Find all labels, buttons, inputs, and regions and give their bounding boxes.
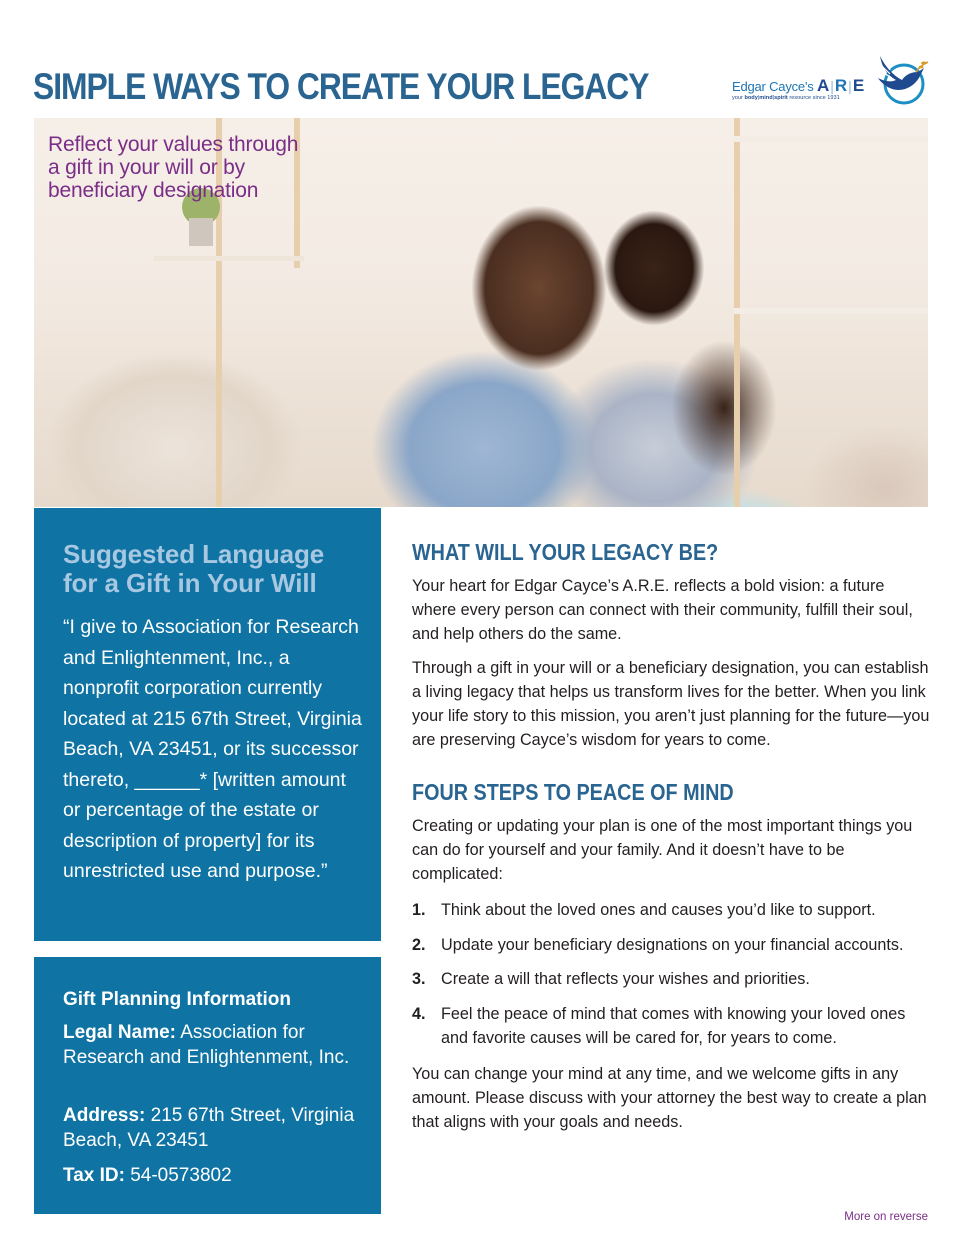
legal-name-row bbox=[63, 1020, 363, 1070]
step-text: Feel the peace of mind that comes with knowing your loved ones and favorite causes will be cared for, for years to come. bbox=[441, 1004, 906, 1047]
are-logo bbox=[732, 50, 932, 110]
more-on-reverse-note: More on reverse bbox=[844, 1211, 928, 1223]
hero-tagline bbox=[48, 133, 298, 202]
tagline-mind: mind bbox=[759, 95, 773, 101]
address-value: 215 67th Street, Virginia Beach, VA 23451 bbox=[63, 1105, 355, 1151]
heading-line: Suggested Language bbox=[63, 539, 325, 569]
legal-name-value: Association for Research and Enlightenment, Inc. bbox=[63, 1022, 350, 1068]
tagline-line: beneficiary designation bbox=[48, 179, 259, 202]
suggested-language-heading bbox=[63, 540, 324, 598]
legacy-heading: WHAT WILL YOUR LEGACY BE? bbox=[412, 539, 719, 565]
step-number: 4. bbox=[412, 1004, 426, 1023]
tagline-spirit: spirit bbox=[774, 95, 788, 101]
address-row bbox=[63, 1103, 363, 1153]
address-label: Address: bbox=[63, 1105, 146, 1126]
logo-are-mark: A|R|E bbox=[816, 76, 866, 95]
heading-line: for a Gift in Your Will bbox=[63, 568, 317, 598]
page-title: SIMPLE WAYS TO CREATE YOUR LEGACY bbox=[33, 66, 649, 107]
legacy-paragraph: Through a gift in your will or a beneficiary designation, you can establish a living legacy that helps us transform lives for the better. When you link your life story to this mission, you aren’t just planning for the future—you are preserving Cayce’s wisdom for years to come. bbox=[412, 659, 930, 749]
tagline-body: body bbox=[744, 95, 758, 101]
logo-letter-e: E bbox=[852, 76, 866, 95]
tax-id-value: 54-0573802 bbox=[124, 1165, 232, 1186]
steps-list bbox=[412, 898, 932, 1051]
steps-heading: FOUR STEPS TO PEACE OF MIND bbox=[412, 779, 734, 805]
gift-planning-info-box bbox=[34, 957, 381, 1214]
tagline-line: a gift in your will or by bbox=[48, 156, 245, 179]
step-text: Think about the loved ones and causes you’d like to support. bbox=[441, 901, 876, 919]
suggested-language-box bbox=[34, 508, 381, 941]
step-text: Create a will that reflects your wishes and priorities. bbox=[441, 970, 810, 988]
tagline-resource: resource since 1931 bbox=[789, 95, 840, 101]
step-item bbox=[412, 933, 932, 958]
tagline-your: your bbox=[732, 95, 743, 101]
gift-planning-heading: Gift Planning Information bbox=[63, 989, 291, 1010]
logo-letter-r: R bbox=[834, 76, 849, 95]
tax-id-label: Tax ID: bbox=[63, 1165, 125, 1186]
right-column bbox=[412, 538, 932, 1134]
step-text: Update your beneficiary designations on your financial accounts. bbox=[441, 935, 904, 954]
tax-id-row bbox=[63, 1163, 363, 1188]
logo-tagline: your body|mind|spirit resource since 1931 bbox=[732, 95, 840, 101]
logo-letter-a: A bbox=[816, 76, 831, 95]
steps-intro: Creating or updating your plan is one of the most important things you can do for yourself and your family. And it doesn’t have to be complicated: bbox=[412, 817, 913, 883]
logo-wordmark bbox=[732, 76, 865, 96]
photo-shelf-board bbox=[734, 308, 928, 314]
dove-with-olive-branch-icon bbox=[872, 50, 932, 110]
step-item bbox=[412, 967, 932, 992]
step-number: 1. bbox=[412, 901, 426, 919]
logo-name: Edgar Cayce's bbox=[732, 79, 814, 94]
hero-family-photo bbox=[34, 118, 928, 507]
legacy-paragraph: Your heart for Edgar Cayce’s A.R.E. reflects a bold vision: a future where every person can connect with their community, fulfill their soul, and help others do the same. bbox=[412, 577, 913, 643]
step-item bbox=[412, 1002, 932, 1051]
steps-closing: You can change your mind at any time, and we welcome gifts in any amount. Please discuss with your attorney the best way to create a plan that aligns with your goals and needs. bbox=[412, 1064, 927, 1131]
legal-name-label: Legal Name: bbox=[63, 1022, 176, 1043]
photo-shelf-board bbox=[154, 256, 304, 261]
step-number: 2. bbox=[412, 935, 426, 954]
step-item bbox=[412, 898, 932, 923]
photo-shelf-board bbox=[734, 136, 928, 142]
photo-pot bbox=[189, 218, 213, 246]
suggested-language-text: “I give to Association for Research and Enlightenment, Inc., a nonprofit corporation currently located at 215 67th Street, Virginia Beach, VA 23451, or its successor thereto, ______* [written amount or percentage of the estate or description of property] for its unrestricted use and purpose.” bbox=[63, 616, 362, 882]
step-number: 3. bbox=[412, 970, 426, 988]
tagline-line: Reflect your values through bbox=[48, 133, 299, 156]
